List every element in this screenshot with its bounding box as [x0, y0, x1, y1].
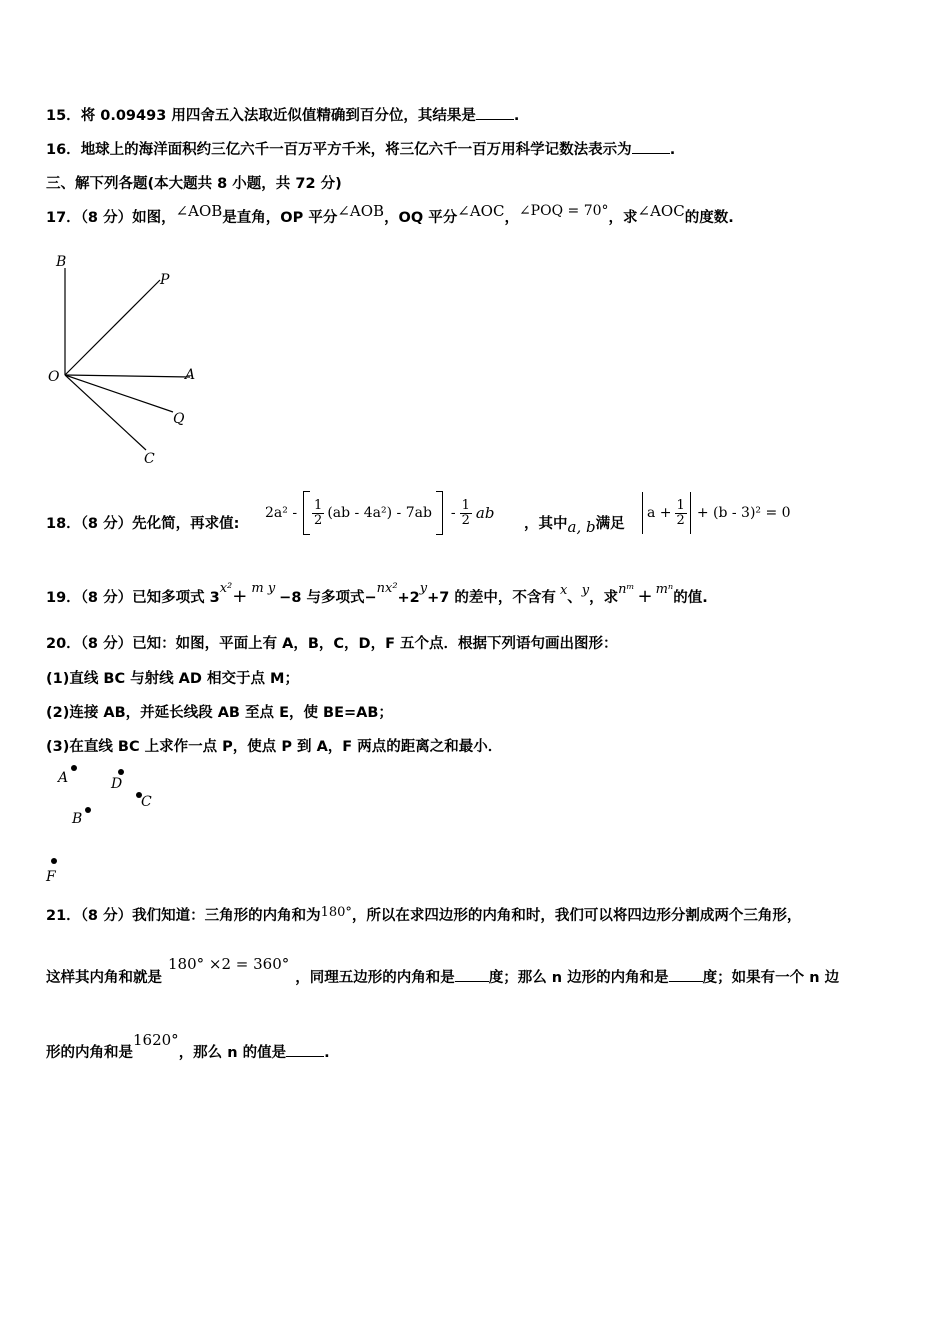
- math-term: m y: [251, 581, 276, 596]
- text: （8 分）我们知道：三角形的内角和为: [80, 908, 321, 924]
- text: （8 分）已知多项式 3: [80, 590, 220, 606]
- text: ，: [504, 210, 519, 226]
- numerator: 1: [676, 497, 685, 513]
- label-o: O: [48, 369, 60, 385]
- numerator: 1: [461, 497, 470, 513]
- math-term: mⁿ: [655, 582, 674, 597]
- answer-blank[interactable]: [455, 969, 489, 982]
- math-term: 180°: [320, 905, 352, 920]
- text: （8 分）先化简，再求值:: [80, 516, 240, 532]
- label-f: F: [46, 869, 56, 885]
- question-15: [46, 104, 519, 125]
- math-term: + (b - 3)² = 0: [696, 505, 791, 521]
- text: ，OQ 平分: [384, 210, 458, 226]
- math-term: nx²: [376, 581, 398, 596]
- q18-condition: [524, 512, 625, 536]
- point-b: [85, 807, 91, 813]
- math-term: y: [419, 581, 428, 596]
- text: ，求: [608, 210, 638, 226]
- math-var: y: [581, 583, 590, 598]
- q18-expression: [265, 488, 494, 538]
- denominator: 2: [676, 512, 685, 528]
- math-term: 1620°: [133, 1031, 179, 1049]
- fraction-half: [312, 499, 324, 528]
- label-b: B: [56, 254, 67, 270]
- question-text: 将 0.09493 用四舍五入法取近似值精确到百分位，其结果是: [80, 108, 476, 124]
- question-16: [46, 138, 675, 159]
- math-angle: ∠AOB: [337, 202, 385, 220]
- label-q: Q: [173, 411, 185, 427]
- label-d: D: [111, 776, 123, 792]
- math-term: 2a² -: [265, 505, 298, 521]
- label-a: A: [185, 367, 196, 383]
- text: 的值.: [673, 590, 708, 606]
- question-21-line-2: [46, 955, 840, 987]
- text: （8 分）如图，: [80, 210, 176, 226]
- plus: +: [232, 586, 248, 607]
- period: .: [669, 142, 676, 158]
- angle-figure: [40, 250, 220, 470]
- question-number: 17．: [46, 210, 81, 226]
- math-angle: ∠AOB: [175, 202, 223, 220]
- ray-oq: [65, 375, 173, 412]
- math-angle: ∠POQ = 70°: [518, 203, 609, 219]
- question-number: 21．: [46, 908, 81, 924]
- math-minus: -: [450, 505, 456, 521]
- denominator: 2: [314, 512, 323, 528]
- answer-blank[interactable]: [669, 969, 703, 982]
- period: .: [324, 1045, 330, 1061]
- label-a: A: [58, 770, 69, 786]
- math-term: a +: [647, 505, 672, 521]
- question-text: 地球上的海洋面积约三亿六千一百万平方千米，将三亿六千一百万用科学记数法表示为: [80, 142, 632, 158]
- q20-part-2: (2)连接 AB，并延长线段 AB 至点 E，使 BE=AB；: [46, 705, 393, 721]
- math-angle: ∠AOC: [637, 202, 685, 220]
- math-angle: ∠AOC: [457, 202, 505, 220]
- question-number: 19．: [46, 590, 81, 606]
- math-vars: a, b: [567, 518, 596, 536]
- text: ，其中: [524, 516, 568, 532]
- question-number: 16．: [46, 142, 81, 158]
- question-20: [46, 632, 618, 653]
- text: ，所以在求四边形的内角和时，我们可以将四边形分割成两个三角形，: [351, 908, 802, 924]
- math-term: (ab - 4a²) - 7ab: [327, 505, 432, 521]
- math-term: ab: [475, 504, 495, 522]
- question-21: [46, 904, 801, 925]
- question-number: 15．: [46, 108, 81, 124]
- point-a: [71, 765, 77, 771]
- numerator: 1: [314, 497, 323, 513]
- text: +7 的差中，不含有: [427, 590, 556, 606]
- denominator: 2: [461, 512, 470, 528]
- abs-bar: [642, 492, 643, 534]
- text: 、: [567, 590, 582, 606]
- label-b: B: [72, 811, 83, 827]
- math-term: nᵐ: [618, 582, 635, 597]
- question-18: [46, 512, 239, 533]
- label-p: P: [160, 272, 170, 288]
- bracket-left: [303, 491, 310, 535]
- question-text: （8 分）已知：如图，平面上有 A，B，C，D，F 五个点．根据下列语句画出图形：: [80, 636, 618, 652]
- text: ，那么 n 的值是: [178, 1045, 287, 1061]
- bracket-right: [436, 491, 443, 535]
- answer-blank[interactable]: [476, 107, 514, 120]
- ray-oc: [65, 375, 146, 450]
- text: +2: [397, 590, 420, 606]
- answer-blank[interactable]: [286, 1044, 324, 1057]
- text: 的度数.: [684, 210, 734, 226]
- point-d: [118, 769, 124, 775]
- question-number: 20．: [46, 636, 81, 652]
- question-17: [46, 202, 734, 227]
- section-heading: 三、解下列各题(本大题共 8 小题，共 72 分): [46, 176, 342, 192]
- question-19: [46, 581, 708, 607]
- math-term: x²: [219, 581, 233, 596]
- label-c: C: [141, 794, 152, 810]
- text: ，同理五边形的内角和是: [295, 970, 455, 986]
- q20-part-3: (3)在直线 BC 上求作一点 P，使点 P 到 A，F 两点的距离之和最小．: [46, 739, 503, 755]
- answer-blank[interactable]: [632, 141, 670, 154]
- point-f: [51, 858, 57, 864]
- text: ，求: [589, 590, 619, 606]
- text: 度；那么 n 边形的内角和是: [488, 970, 669, 986]
- text: 是直角，OP 平分: [222, 210, 338, 226]
- text: 满足: [595, 516, 625, 532]
- q20-part-1: (1)直线 BC 与射线 AD 相交于点 M；: [46, 671, 299, 687]
- text: −8 与多项式−: [279, 590, 377, 606]
- text: 度；如果有一个 n 边: [702, 970, 840, 986]
- math-term: 180° ×2 = 360°: [168, 955, 290, 973]
- points-figure: [40, 758, 180, 888]
- plus: +: [637, 586, 653, 607]
- text: 这样其内角和就是: [46, 970, 162, 986]
- text: 形的内角和是: [46, 1045, 133, 1061]
- question-21-line-3: [46, 1031, 330, 1062]
- period: .: [513, 108, 520, 124]
- label-c: C: [144, 451, 155, 467]
- q18-condition-expression: [642, 488, 791, 538]
- ray-oa: [65, 375, 190, 377]
- abs-bar: [690, 492, 691, 534]
- question-number: 18．: [46, 516, 81, 532]
- math-var: x: [559, 583, 568, 598]
- fraction-half: [460, 499, 472, 528]
- fraction-half: [675, 499, 687, 528]
- ray-op: [65, 280, 160, 375]
